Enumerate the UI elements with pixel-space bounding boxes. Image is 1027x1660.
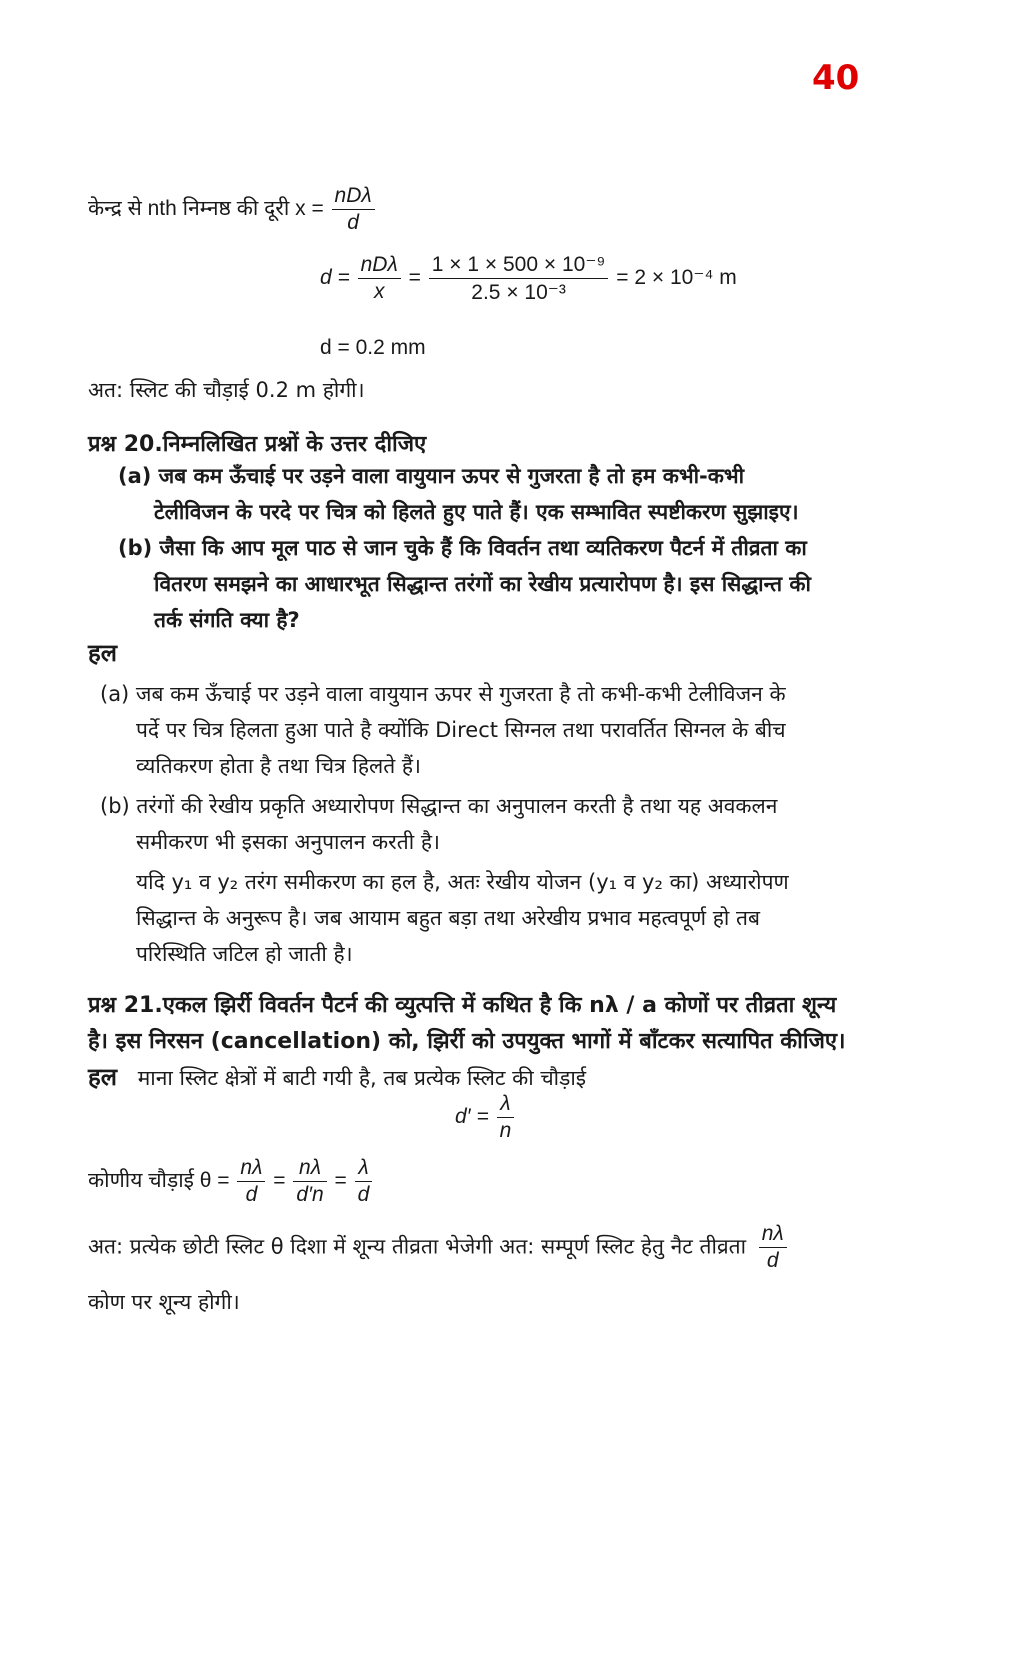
eq2-f1-denominator: x — [373, 280, 385, 303]
eq1-fraction — [332, 184, 375, 235]
answer-20-part-a — [100, 676, 892, 784]
eq2-fraction-2 — [429, 252, 609, 305]
eq2-fraction-1 — [358, 253, 401, 304]
equation-result: d = 0.2 mm — [320, 336, 426, 359]
ans20-c-line-3: परिस्थिति जटिल हो जाती है। — [136, 942, 353, 966]
eq2-lhs: d = — [320, 266, 350, 290]
ang-f2-numerator: nλ — [293, 1156, 326, 1182]
ang-f1-denominator: d — [245, 1183, 258, 1206]
final-numerator: nλ — [759, 1222, 787, 1248]
q20-b-line-1: (b) जैसा कि आप मूल पाठ से जान चुके हैं कि विवर्तन तथा व्यतिकरण पैटर्न में तीव्रता का — [118, 536, 807, 560]
eq2-f1-numerator: nDλ — [358, 253, 401, 279]
dprime-numerator: λ — [497, 1092, 515, 1118]
ang-f1-numerator: nλ — [237, 1156, 265, 1182]
q20-b-line-3: तर्क संगति क्या है? — [154, 608, 300, 632]
ans20-b-line-1: (b) तरंगों की रेखीय प्रकृति अध्यारोपण सिद्धान्त का अनुपालन करती है तथा यह अवकलन — [100, 794, 778, 818]
final-denominator: d — [766, 1249, 779, 1272]
answer-20-superposition — [136, 864, 892, 972]
ang-equals-2: = — [334, 1169, 347, 1193]
dprime-denominator: n — [499, 1119, 512, 1142]
conclusion-text: अत: स्लिट की चौड़ाई 0.2 m होगी। — [88, 378, 365, 402]
ans21-intro: माना स्लिट क्षेत्रों में बाटी गयी है, तब प्रत्येक स्लिट की चौड़ाई — [137, 1066, 587, 1090]
ang-fraction-1 — [237, 1156, 265, 1207]
q20-a-line-2: टेलीविजन के परदे पर चित्र को हिलते हुए पाते हैं। एक सम्भावित स्पष्टीकरण सुझाइए। — [154, 500, 799, 524]
equation-slit-separation — [320, 252, 737, 305]
final-fraction — [759, 1222, 787, 1273]
eq2-result: = 2 × 10⁻⁴ m — [616, 266, 737, 290]
angular-prefix: कोणीय चौड़ाई θ = — [88, 1169, 230, 1193]
answer-21-intro-row — [88, 1060, 586, 1093]
q20-b-line-2: वितरण समझने का आधारभूत सिद्धान्त तरंगों का रेखीय प्रत्यारोपण है। इस सिद्धान्त की — [154, 572, 811, 596]
question-20-part-a — [118, 458, 892, 530]
question-20-part-b — [118, 530, 892, 638]
ang-f2-denominator: d′n — [296, 1183, 324, 1206]
eq2-f2-denominator: 2.5 × 10⁻³ — [471, 281, 566, 304]
equation-sub-slit-width — [455, 1092, 516, 1143]
question-20-heading: प्रश्न 20.निम्नलिखित प्रश्नों के उत्तर दीजिए — [88, 432, 427, 457]
ang-fraction-3 — [355, 1156, 373, 1207]
solution-heading-21: हल — [88, 1063, 118, 1091]
ang-f3-denominator: d — [357, 1183, 370, 1206]
q20-a-line-1: (a) जब कम ऊँचाई पर उड़ने वाला वायुयान ऊपर से गुजरता है तो हम कभी-कभी — [118, 464, 745, 488]
eq1-denominator: d — [347, 211, 359, 234]
eq2-equals: = — [408, 266, 421, 290]
q21-line-2: है। इस निरसन (cancellation) को, झिर्री को उपयुक्त भागों में बाँटकर सत्यापित कीजिए। — [88, 1029, 846, 1054]
ans20-c-line-2: सिद्धान्त के अनुरूप है। जब आयाम बहुत बड़ा तथा अरेखीय प्रभाव महत्वपूर्ण हो तब — [136, 906, 760, 930]
equation-minima-distance — [88, 184, 377, 235]
final-statement-line-1 — [88, 1222, 892, 1273]
ans20-c-line-1: यदि y₁ व y₂ तरंग समीकरण का हल है, अतः रेखीय योजन (y₁ व y₂ का) अध्यारोपण — [136, 870, 789, 894]
eq1-numerator: nDλ — [332, 184, 375, 210]
ang-fraction-2 — [293, 1156, 326, 1207]
ans20-a-line-3: व्यतिकरण होता है तथा चित्र हिलते हैं। — [136, 754, 421, 778]
final-line-1: अत: प्रत्येक छोटी स्लिट θ दिशा में शून्य तीव्रता भेजेगी अत: सम्पूर्ण स्लिट हेतु नैट तीव्रता — [88, 1234, 747, 1259]
ans20-b-line-2: समीकरण भी इसका अनुपालन करती है। — [136, 830, 440, 854]
answer-20-part-b — [100, 788, 892, 860]
ans20-a-line-1: (a) जब कम ऊँचाई पर उड़ने वाला वायुयान ऊपर से गुजरता है तो कभी-कभी टेलीविजन के — [100, 682, 786, 706]
dprime-fraction — [497, 1092, 515, 1143]
ang-f3-numerator: λ — [355, 1156, 373, 1182]
eq2-f2-numerator: 1 × 1 × 500 × 10⁻⁹ — [429, 252, 609, 279]
ans20-a-line-2: पर्दे पर चित्र हिलता हुआ पाते है क्योंकि Direct सिग्नल तथा परावर्तित सिग्नल के बीच — [136, 718, 786, 742]
solution-heading-20: हल — [88, 639, 118, 667]
final-statement-line-2: कोण पर शून्य होगी। — [88, 1290, 240, 1314]
page-number: 40 — [812, 58, 860, 98]
equation-angular-width — [88, 1156, 374, 1207]
eq1-prefix: केन्द्र से nth निम्नष्ठ की दूरी x = — [88, 197, 324, 221]
dprime-lhs: d′ = — [455, 1105, 489, 1129]
ang-equals-1: = — [273, 1169, 286, 1193]
q21-line-1: प्रश्न 21.एकल झिर्री विवर्तन पैटर्न की व्युत्पत्ति में कथित है कि nλ / a कोणों पर तीव्रता शून्य — [88, 993, 837, 1018]
question-21 — [88, 988, 892, 1060]
